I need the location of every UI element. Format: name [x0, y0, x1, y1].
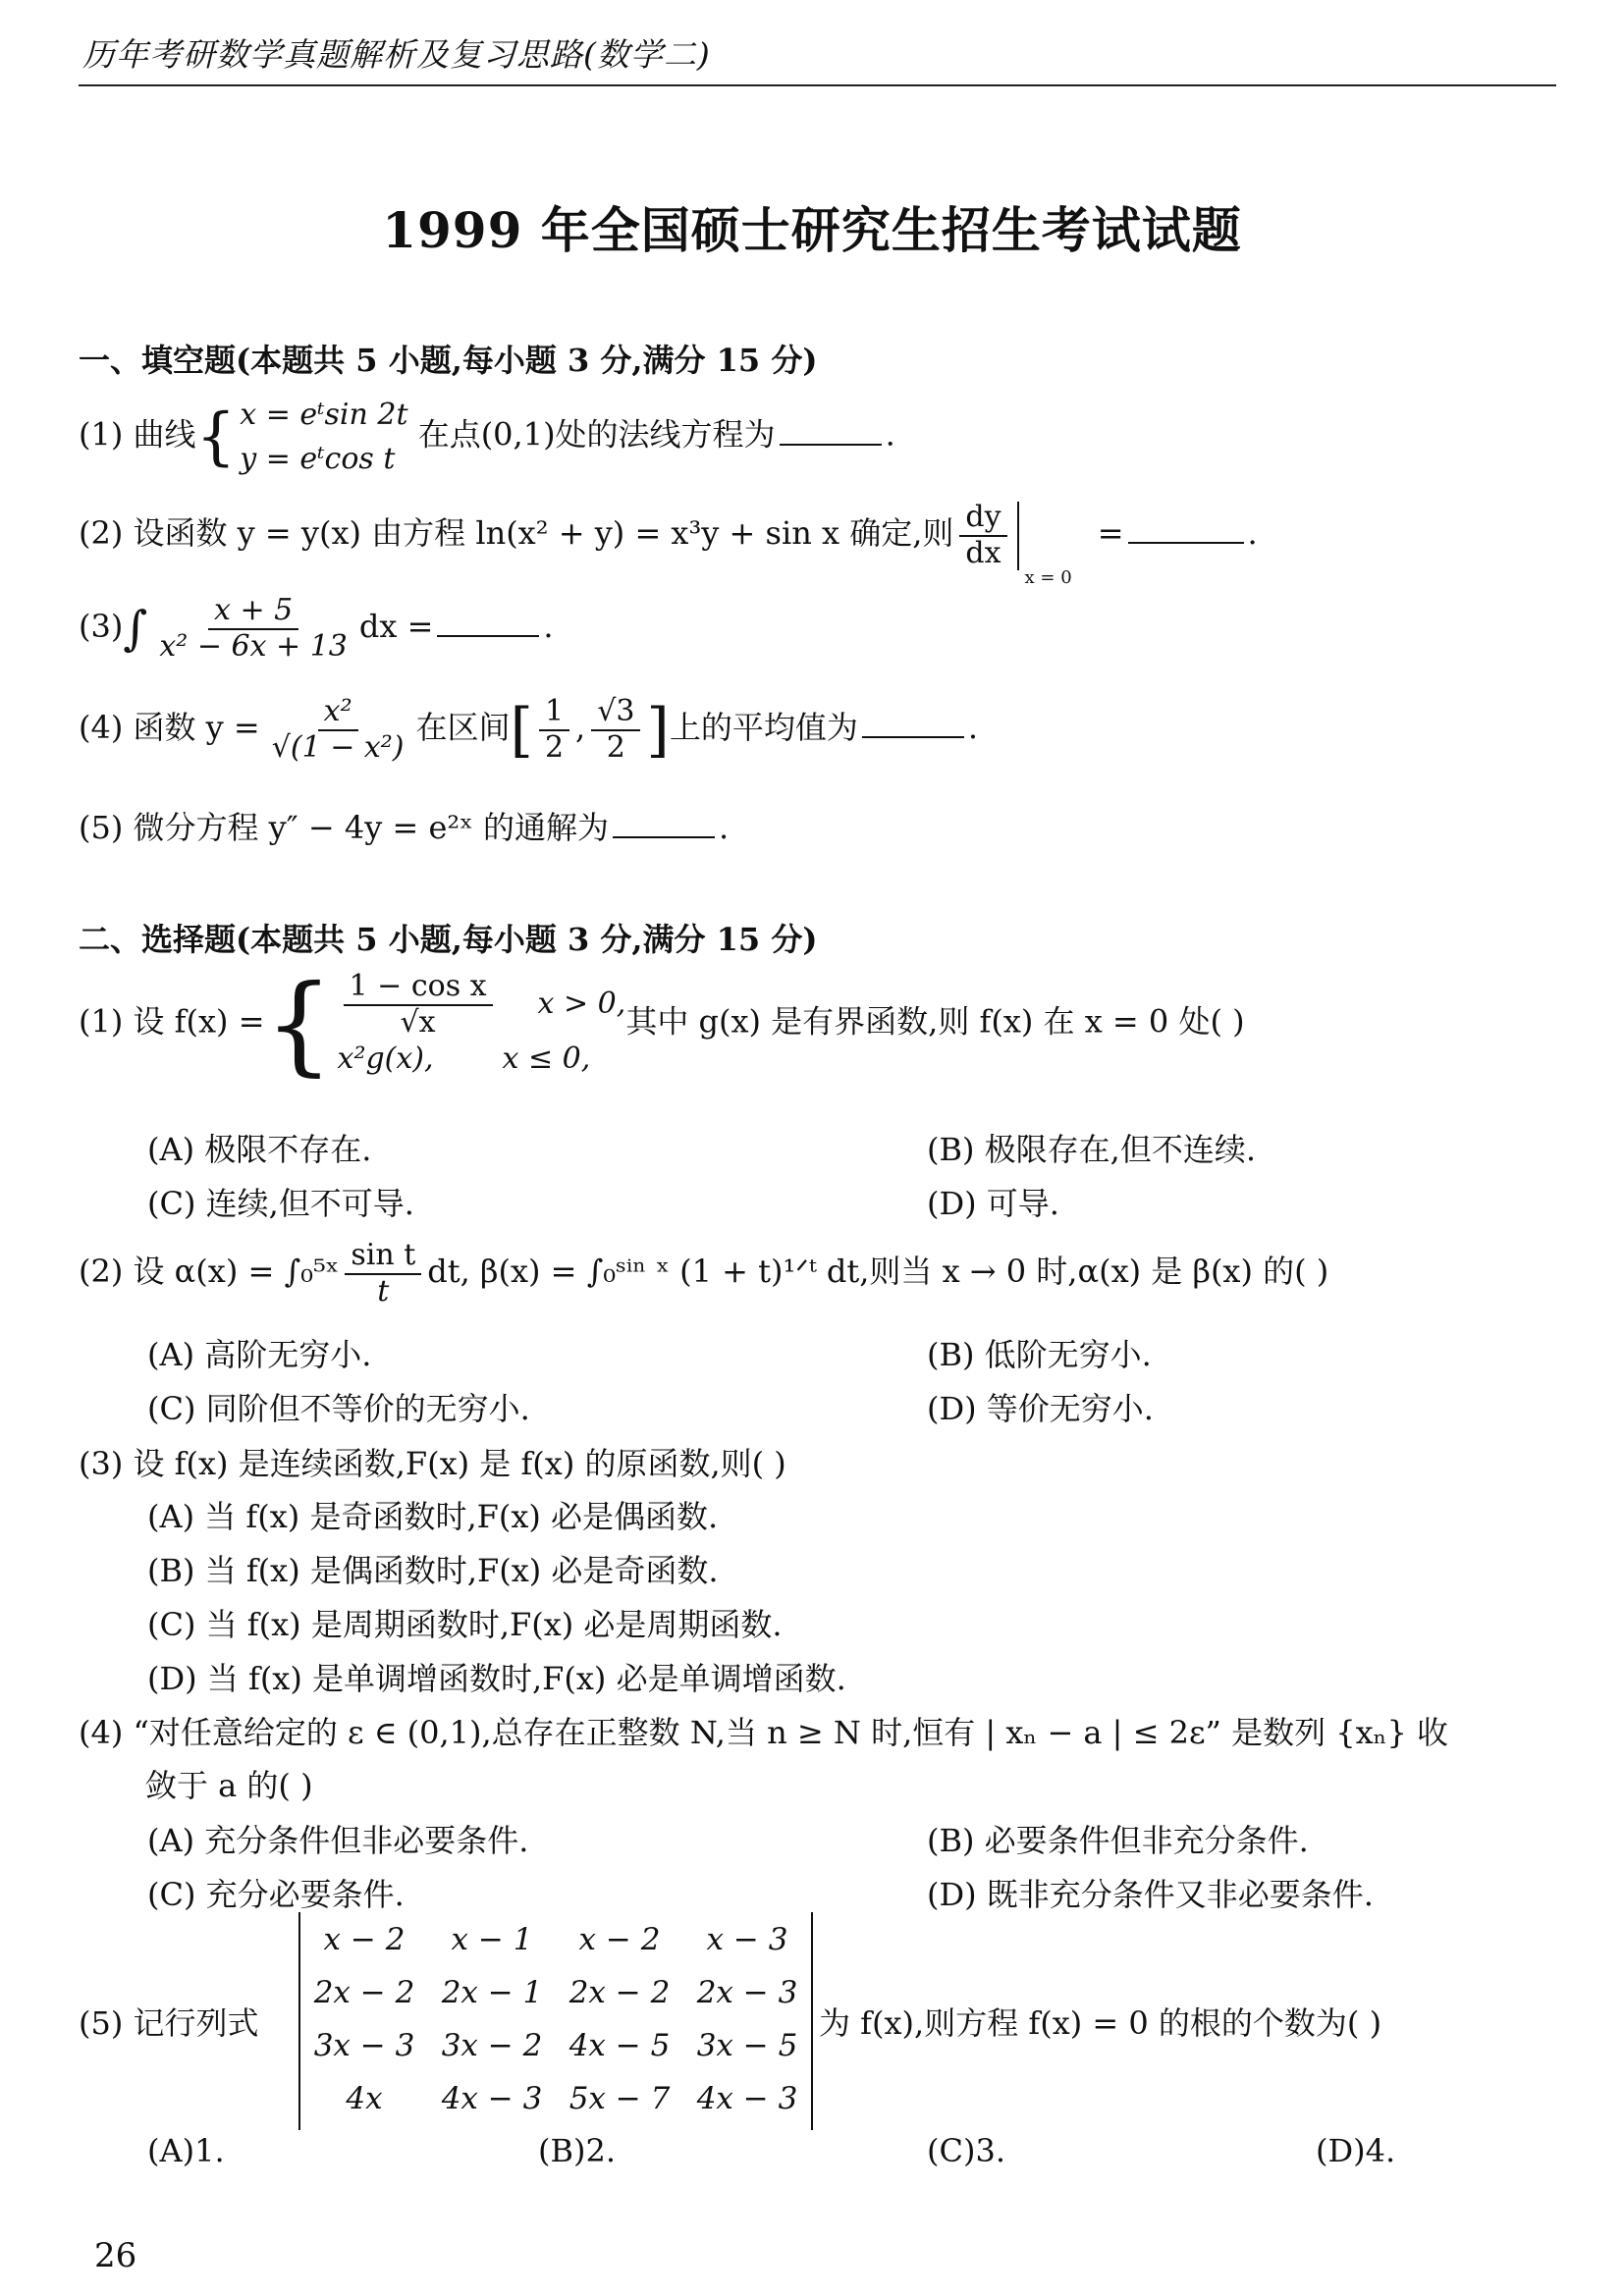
det-cell: x − 3 — [706, 1922, 788, 1957]
s2-q2 — [79, 1239, 1328, 1308]
s2-q3-text: 设 f(x) 是连续函数,F(x) 是 f(x) 的原函数,则( ) — [133, 1445, 786, 1482]
s2-q2-frac — [345, 1239, 421, 1308]
s1-q5-text: 微分方程 y″ − 4y = e²ˣ 的通解为 — [133, 809, 609, 846]
s2-q3-option-a[interactable]: (A) 当 f(x) 是奇函数时,F(x) 必是偶函数. — [147, 1498, 719, 1535]
s1-q4-frac — [266, 695, 410, 765]
s1-q2 — [79, 500, 1258, 588]
s1-q3-num: (3) — [79, 608, 124, 645]
s2-q2-option-d[interactable]: (D) 等价无穷小. — [927, 1390, 1154, 1427]
frac-num: dy — [959, 501, 1006, 537]
s2-q5-tail: 为 f(x),则方程 f(x) = 0 的根的个数为( ) — [819, 2004, 1382, 2042]
s1-q2-text: 设函数 y = y(x) 由方程 ln(x² + y) = x³y + sin x 确定,则 — [133, 514, 954, 552]
s2-q1 — [79, 961, 1245, 1087]
s2-q2-option-c[interactable]: (C) 同阶但不等价的无穷小. — [147, 1390, 530, 1427]
s2-q1-option-a[interactable]: (A) 极限不存在. — [147, 1131, 372, 1168]
s2-q1-lead: 设 f(x) = — [133, 1002, 265, 1041]
det-cell: 2x − 1 — [441, 1975, 543, 2010]
s1-q1-num: (1) — [79, 415, 124, 454]
det-cell: 2x − 2 — [568, 1975, 671, 2010]
brace-glyph: { — [195, 400, 237, 473]
eval-point: x = 0 — [1024, 566, 1072, 588]
frac-den: 2 — [544, 729, 565, 765]
frac-num: x² — [318, 695, 358, 731]
interval-a — [539, 695, 569, 765]
s2-q5-option-a[interactable]: (A)1. — [147, 2132, 225, 2169]
det-cell: 4x − 3 — [441, 2081, 543, 2116]
frac-den: dx — [965, 535, 1001, 570]
s1-q2-end: . — [1247, 514, 1258, 552]
s1-q3-tail: dx = — [358, 608, 434, 645]
det-cell: 2x − 2 — [313, 1975, 415, 2010]
document-title: 1999 年全国硕士研究生招生考试试题 — [382, 201, 1242, 259]
integral-sign: ∫ — [123, 601, 148, 657]
running-header: 历年考研数学真题解析及复习思路(数学二) — [82, 35, 711, 74]
s1-q1-end: . — [885, 415, 895, 454]
answer-blank — [780, 418, 882, 446]
bracket-right: ] — [646, 695, 670, 765]
det-cell: 3x − 3 — [313, 2028, 415, 2063]
frac-den: √(1 − x²) — [271, 729, 405, 765]
frac-num: 1 − cos x — [344, 970, 493, 1006]
s1-q4-num: (4) — [79, 709, 124, 746]
s2-q1-num: (1) — [79, 1002, 124, 1041]
s2-q4 — [79, 1708, 1448, 1753]
det-cell: 4x − 5 — [568, 2028, 671, 2063]
det-cell: 5x − 7 — [568, 2081, 671, 2116]
answer-blank — [437, 610, 539, 637]
s2-q3-num: (3) — [79, 1445, 124, 1482]
s2-q5 — [79, 1999, 259, 2044]
det-cell: 2x − 3 — [696, 1975, 798, 2010]
interval-b — [591, 695, 640, 765]
frac-num: √3 — [591, 695, 640, 731]
s1-q1-case-bottom: y = eᵗcos t — [240, 442, 396, 476]
s1-q1-tail: 在点(0,1)处的法线方程为 — [417, 415, 776, 454]
s1-q3-end: . — [543, 608, 554, 645]
s2-q1-option-d[interactable]: (D) 可导. — [927, 1185, 1059, 1222]
s1-q5-num: (5) — [79, 809, 124, 846]
det-cell: 4x − 3 — [696, 2081, 798, 2116]
s1-q1 — [79, 393, 895, 481]
s2-q3-option-d[interactable]: (D) 当 f(x) 是单调增函数时,F(x) 必是单调增函数. — [147, 1660, 846, 1697]
s1-q1-cases — [240, 393, 407, 481]
s1-q5 — [79, 803, 729, 848]
section1-heading: 一、填空题(本题共 5 小题,每小题 3 分,满分 15 分) — [79, 342, 818, 379]
s2-q3 — [79, 1439, 786, 1484]
s2-q5-option-c[interactable]: (C)3. — [927, 2132, 1005, 2169]
frac-num: sin t — [345, 1239, 421, 1275]
determinant — [298, 1912, 813, 2130]
s2-q1-case2-cond: x ≤ 0, — [502, 1041, 591, 1076]
frac-den: 2 — [606, 729, 625, 765]
det-cell: 3x − 5 — [696, 2028, 798, 2063]
s1-q4-tail: 上的平均值为 — [669, 709, 858, 746]
s2-q5-option-b[interactable]: (B)2. — [538, 2132, 617, 2169]
s2-q4-option-b[interactable]: (B) 必要条件但非充分条件. — [927, 1822, 1309, 1859]
s2-q2-option-a[interactable]: (A) 高阶无穷小. — [147, 1336, 372, 1373]
s2-q1-case2: x²g(x), — [337, 1041, 434, 1076]
s2-q1-option-c[interactable]: (C) 连续,但不可导. — [147, 1185, 414, 1222]
s2-q5-num: (5) — [79, 2004, 124, 2042]
s1-q3 — [79, 594, 554, 664]
s1-q4-end: . — [967, 709, 979, 746]
page-number: 26 — [94, 2236, 137, 2275]
frac-den: √x — [400, 1004, 436, 1040]
s1-q2-frac — [959, 501, 1006, 570]
s2-q5-lead: 记行列式 — [133, 2004, 259, 2042]
bracket-left: [ — [510, 695, 533, 765]
s2-q1-case1-cond: x > 0, — [537, 986, 626, 1021]
det-cell: x − 1 — [451, 1922, 533, 1957]
s1-q1-case-top: x = eᵗsin 2t — [240, 398, 408, 432]
s2-q2-option-b[interactable]: (B) 低阶无穷小. — [927, 1336, 1152, 1373]
s2-q1-tail: 其中 g(x) 是有界函数,则 f(x) 在 x = 0 处( ) — [625, 1002, 1245, 1041]
s2-q2-num: (2) — [79, 1253, 124, 1290]
frac-den: x² − 6x + 13 — [159, 628, 348, 664]
s2-q1-option-b[interactable]: (B) 极限存在,但不连续. — [927, 1131, 1257, 1168]
s1-q3-frac — [153, 594, 353, 664]
eval-bar — [1017, 502, 1072, 588]
s2-q3-option-c[interactable]: (C) 当 f(x) 是周期函数时,F(x) 必是周期函数. — [147, 1606, 783, 1643]
answer-blank — [1128, 516, 1244, 544]
s2-q1-case1-frac — [344, 970, 493, 1040]
det-cell: 4x — [346, 2081, 383, 2116]
s1-q5-end: . — [718, 809, 730, 846]
s2-q2-lead: 设 α(x) = ∫₀⁵ˣ — [133, 1253, 340, 1290]
s1-q4: (4) 函数 y = $\frac{\text{x²}}{\text{√(1 − x²)}}$ 在区间[ $\frac{1}{2}$ , $\frac{√3}{2}$ ]上的平均值为 . — [79, 694, 979, 765]
s2-q5-option-d[interactable]: (D)4. — [1316, 2132, 1396, 2169]
s2-q1-cases — [338, 970, 626, 1078]
s1-q4-lead: 函数 y = — [133, 709, 260, 746]
answer-blank — [862, 711, 964, 738]
det-cell: 3x − 2 — [441, 2028, 543, 2063]
brace-glyph: { — [264, 961, 334, 1087]
s2-q4-line1: “对任意给定的 ε ∈ (0,1),总存在正整数 N,当 n ≥ N 时,恒有 | xₙ − a | ≤ 2ε” 是数列 {xₙ} 收 — [133, 1714, 1449, 1751]
frac-num: x + 5 — [208, 594, 298, 630]
s2-q2-mid: dt, β(x) = ∫₀ˢⁱⁿ ˣ (1 + t)¹ᐟᵗ dt,则当 x → 0 时,α(x) 是 β(x) 的( ) — [427, 1253, 1329, 1290]
s1-q2-num: (2) — [79, 514, 124, 552]
frac-den: t — [377, 1273, 390, 1308]
s1-q2-eq: = — [1097, 514, 1124, 552]
s1-q1-lead: 曲线 — [133, 415, 196, 454]
s2-q4-option-d[interactable]: (D) 既非充分条件又非必要条件. — [927, 1876, 1374, 1913]
s2-q4-option-c[interactable]: (C) 充分必要条件. — [147, 1876, 405, 1913]
answer-blank — [613, 811, 715, 838]
det-cell: x − 2 — [323, 1922, 406, 1957]
det-cell: x − 2 — [578, 1922, 661, 1957]
section2-heading: 二、选择题(本题共 5 小题,每小题 3 分,满分 15 分) — [79, 921, 818, 958]
s2-q4-option-a[interactable]: (A) 充分条件但非必要条件. — [147, 1822, 529, 1859]
s2-q4-line2: 敛于 a 的( ) — [145, 1767, 313, 1804]
frac-num: 1 — [539, 695, 569, 731]
s2-q4-num: (4) — [79, 1714, 124, 1751]
s2-q3-option-b[interactable]: (B) 当 f(x) 是偶函数时,F(x) 必是奇函数. — [147, 1552, 719, 1589]
header-rule — [79, 84, 1556, 86]
s1-q4-mid: 在区间 — [415, 709, 511, 746]
